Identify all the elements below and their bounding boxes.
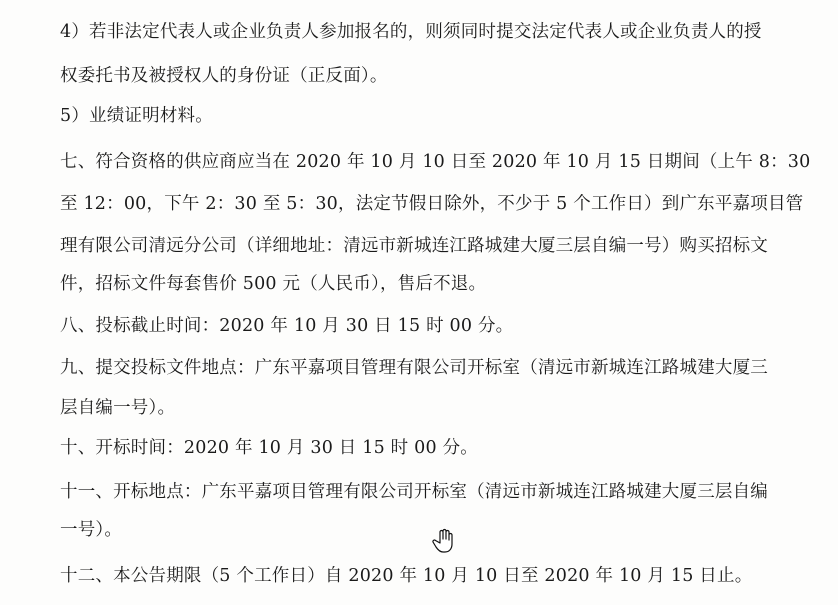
- doc-line-2: 权委托书及被授权人的身份证（正反面）。: [60, 66, 388, 86]
- doc-line-6: 理有限公司清远分公司（详细地址：清远市新城连江路城建大厦三层自编一号）购买招标文: [60, 236, 768, 256]
- doc-line-8: 八、投标截止时间：2020 年 10 月 30 日 15 时 00 分。: [60, 316, 514, 336]
- hand-cursor-icon: [432, 528, 456, 554]
- doc-line-5: 至 12：00，下午 2：30 至 5：30，法定节假日除外，不少于 5 个工作日）到广东平嘉项目管: [60, 194, 804, 214]
- doc-line-11: 十、开标时间：2020 年 10 月 30 日 15 时 00 分。: [60, 438, 478, 458]
- cut-off-next-line: [56, 598, 146, 605]
- doc-line-12: 十一、开标地点：广东平嘉项目管理有限公司开标室（清远市新城连江路城建大厦三层自编: [60, 482, 768, 502]
- doc-line-13: 一号）。: [60, 520, 123, 540]
- doc-line-4: 七、符合资格的供应商应当在 2020 年 10 月 10 日至 2020 年 10 月 15 日期间（上午 8：30: [60, 152, 811, 172]
- doc-line-1: 4）若非法定代表人或企业负责人参加报名的，则须同时提交法定代表人或企业负责人的授: [60, 22, 762, 42]
- doc-line-14: 十二、本公告期限（5 个工作日）自 2020 年 10 月 10 日至 2020 年 10 月 15 日止。: [60, 566, 753, 586]
- doc-line-7: 件，招标文件每套售价 500 元（人民币），售后不退。: [60, 274, 487, 294]
- doc-line-9: 九、提交投标文件地点：广东平嘉项目管理有限公司开标室（清远市新城连江路城建大厦三: [60, 358, 768, 378]
- doc-line-3: 5）业绩证明材料。: [60, 106, 213, 126]
- doc-line-10: 层自编一号）。: [60, 398, 176, 418]
